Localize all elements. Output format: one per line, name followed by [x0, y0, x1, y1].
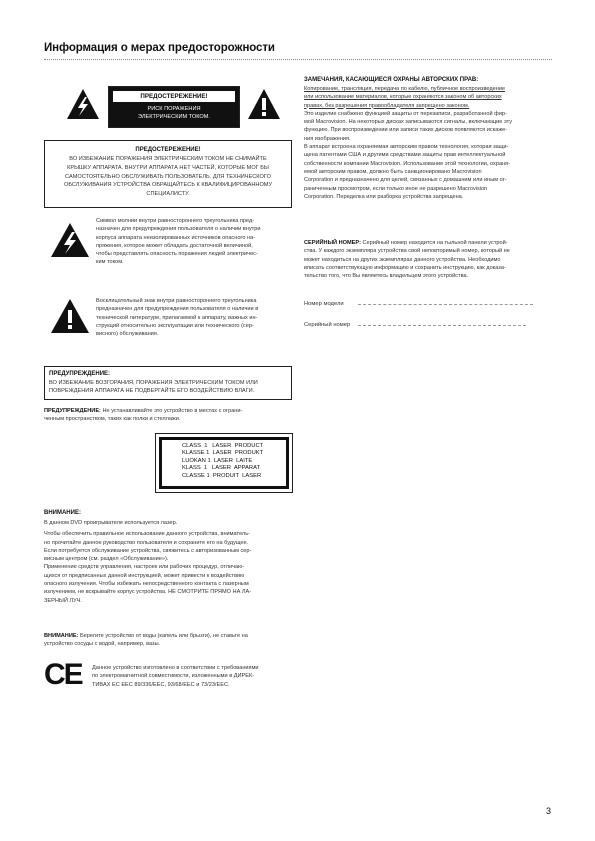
copyright-underlined-line: или использование материалов, которые охраняются законом об авторских: [304, 94, 502, 101]
attention-line: опасного излучения. Чтобы избежать непосредственного контакта с лазерным: [44, 581, 249, 588]
caution-box-line: ОБСЛУЖИВАНИЯ УСТРОЙСТВА ОБРАЩАЙТЕСЬ К КВАЛИФИЦИРОВАННОМУ: [63, 182, 273, 189]
model-number-input[interactable]: [358, 303, 533, 305]
ce-text-line: по электромагнитной совместимости, изложенными в ДИРЕК-: [92, 673, 255, 680]
lightning-note-line: ким током.: [96, 259, 124, 266]
caution-box-text: [45, 155, 291, 199]
exclamation-note-line: Восклицательный знак внутри равностороннего треугольника: [96, 298, 257, 304]
lightning-note-line: пряжения, которое может обладать достаточной величиной,: [96, 242, 253, 249]
serial-number-input[interactable]: [358, 324, 526, 326]
caution-label-box: [108, 86, 240, 128]
attention-line: щихся от предписанных данной инструкцией, может привести к воздействию: [44, 572, 245, 579]
caution-label-line-1: РИСК ПОРАЖЕНИЯ: [147, 106, 201, 112]
laser-label-frame: [155, 433, 293, 493]
laser-label-line: KLASS 1 LASER APPARAT: [182, 465, 261, 472]
exclamation-note-line: струкций относительно эксплуатации или технического (сер-: [96, 322, 254, 329]
warning-box: [44, 366, 292, 400]
caution-box-title: ПРЕДОСТЕРЕЖЕНИЕ!: [135, 147, 201, 153]
ce-text-line: ТИВАХ ЕС EEC 89/336/EEC, 93/68/EEC и 73/23/EEC.: [92, 681, 230, 688]
attention-line: Если потребуется обслуживание устройства, свяжитесь с авторизованным сер-: [44, 547, 252, 554]
copyright-underlined-line: Копирование, трансляция, передача по кабелю, публичное воспроизведение: [304, 86, 506, 92]
install-warning: [44, 407, 292, 424]
serial-number-label: Серийный номер: [304, 322, 351, 328]
exclamation-note-line: технической литературе, прилагаемой к аппарату, важных ин-: [96, 314, 258, 321]
caution-label-title: ПРЕДОСТЕРЕЖЕНИЕ!: [113, 91, 235, 102]
copyright-line: мой Macrovision. На некоторых дисках записываются сигналы, включающие эту: [304, 119, 513, 126]
water-warning-label: ВНИМАНИЕ:: [44, 633, 79, 639]
caution-box-line: ВО ИЗБЕЖАНИЕ ПОРАЖЕНИЯ ЭЛЕКТРИЧЕСКИМ ТОКОМ НЕ СНИМАЙТЕ: [69, 156, 267, 162]
warning-box-line: ПОВРЕЖДЕНИЯ АППАРАТА НЕ ПОДВЕРГАЙТЕ ЕГО ВОЗДЕЙСТВИЮ ВЛАГИ.: [49, 387, 255, 394]
copyright-line: собственности компании Macrovision. Использование этой технологии, охраня-: [304, 160, 511, 167]
laser-label-line: KLASSE 1 LASER PRODUKT: [182, 450, 264, 457]
exclamation-triangle-icon: [247, 88, 281, 120]
install-warning-label: ПРЕДУПРЕЖДЕНИЕ:: [44, 408, 101, 414]
attention-line: висным центром (см. раздел «Обслуживание»).: [44, 556, 169, 563]
lightning-note-line: назначен для предупреждения пользователя о наличии внутри: [96, 226, 261, 233]
attention-line: излучением, не вскрывайте корпус устройства. НЕ СМОТРИТЕ ПРЯМО НА ЛА-: [44, 589, 252, 596]
ce-mark-icon: CE: [44, 658, 82, 691]
copyright-line: Corporation и предназначено для целей, связанных с домашним или иным ог-: [304, 177, 507, 184]
lightning-note-line: Символ молнии внутри равностороннего треугольника пред-: [96, 218, 255, 224]
caution-box-line: СПЕЦИАЛИСТУ.: [146, 191, 190, 198]
copyright-underlined-line: правах, без разрешения правообладателя запрещено законом.: [304, 102, 470, 109]
laser-label-line: CLASSE 1 PRODUIT LASER: [182, 472, 262, 479]
attention-text: [44, 519, 292, 605]
model-number-label: Номер модели: [304, 301, 344, 307]
serial-line: тельство того, что Вы являетесь владельцем этого устройства.: [304, 273, 469, 280]
copyright-line: емой авторским правом, должно быть санкционировано Macrovision: [304, 168, 482, 175]
serial-line: может находиться на других экземплярах данного устройства. Необходимо: [304, 256, 501, 263]
page-number: 3: [546, 806, 552, 816]
lightning-triangle-icon: [50, 222, 90, 258]
lightning-note-line: корпуса аппарата неизолированных источников опасного на-: [96, 234, 256, 241]
laser-label-line: CLASS 1 LASER PRODUCT: [182, 443, 264, 449]
exclamation-note-line: предназначен для предупреждения пользователя о наличии в: [96, 306, 259, 313]
copyright-line: щена патентами США и другими средствами защиты прав интеллектуальной: [304, 152, 506, 159]
copyright-line: ния изображения.: [304, 135, 351, 142]
caution-box-line: САМОСТОЯТЕЛЬНО ОБСЛУЖИВАТЬ ПОЛЬЗОВАТЕЛЬ. ДЛЯ ТЕХНИЧЕСКОГО: [65, 173, 271, 180]
serial-number-field[interactable]: [304, 322, 526, 328]
title-divider: [44, 59, 552, 60]
laser-label-line: LUOKAN 1 LASER LAITE: [182, 457, 253, 464]
water-warning-text: устройство сосуды с водой, например, вазы.: [44, 641, 161, 648]
warning-box-line: ВО ИЗБЕЖАНИЕ ВОЗГОРАНИЯ, ПОРАЖЕНИЯ ЭЛЕКТРИЧЕСКИМ ТОКОМ ИЛИ: [49, 379, 258, 386]
lightning-note-line: чтобы представлять опасность поражения людей электричес-: [96, 251, 258, 258]
install-warning-text: ченным пространством, таких как полки и стеллажи.: [44, 416, 181, 423]
serial-label: СЕРИЙНЫЙ НОМЕР:: [304, 240, 361, 246]
caution-box: [44, 140, 292, 208]
copyright-text: [304, 85, 552, 201]
serial-text: [304, 239, 552, 280]
serial-line: ства. У каждого экземпляра устройства свой неповторимый номер, который не: [304, 248, 510, 255]
laser-label: [162, 440, 286, 486]
attention-line: Чтобы обеспечить правильное использование данного устройства, вниматель-: [44, 531, 250, 538]
attention-line: В данном DVD проигрывателе используется лазер.: [44, 520, 178, 526]
exclamation-triangle-icon: [50, 298, 90, 334]
page-title: Информация о мерах предосторожности: [44, 42, 275, 54]
ce-text: [92, 664, 292, 689]
copyright-line: Corporation. Переделка или разборка устройства запрещена.: [304, 193, 464, 200]
copyright-line: функцию. При воспроизведении или записи таких дисков появляются искаже-: [304, 127, 508, 134]
caution-box-line: КРЫШКУ АППАРАТА. ВНУТРИ АППАРАТА НЕТ ЧАСТЕЙ, КОТОРЫЕ МОГ БЫ: [67, 164, 269, 171]
exclamation-note: [96, 297, 292, 338]
install-warning-text: Не устанавливайте это устройство в местах с ограни-: [100, 408, 243, 414]
copyright-line: раниченным просмотром, если только иное не разрешено Macrovision: [304, 185, 488, 192]
copyright-line: В аппарат встроена охраняемая авторским правом технология, которая защи-: [304, 144, 509, 151]
water-warning-text: Берегите устройство от воды (капель или брызги), не ставьте на: [78, 633, 248, 639]
attention-line: ЗЕРНЫЙ ЛУЧ.: [44, 597, 82, 604]
warning-box-title: ПРЕДУПРЕЖДЕНИЕ:: [49, 371, 111, 377]
attention-title: ВНИМАНИЕ:: [44, 510, 81, 516]
ce-text-line: Данное устройство изготовлено в соответствии с требованиями: [92, 665, 259, 671]
water-warning: [44, 632, 292, 649]
serial-line: вписать соответствующую информацию и сохранить инструкцию, как доказа-: [304, 264, 506, 271]
lightning-note: [96, 217, 292, 267]
attention-line: но прочитайте данное руководство пользователя и сохраните его на будущее.: [44, 539, 249, 546]
model-number-field[interactable]: [304, 301, 533, 307]
copyright-line: Это изделие снабжено функцией защиты от перезаписи, разработанной фир-: [304, 110, 507, 117]
caution-label-line-2: ЭЛЕКТРИЧЕСКИМ ТОКОМ.: [138, 114, 210, 120]
serial-first-line: Серийный номер находится на тыльной панели устрой-: [360, 240, 508, 246]
attention-line: Применение средств управления, настроек или рабочих процедур, отличаю-: [44, 564, 245, 571]
copyright-title: ЗАМЕЧАНИЯ, КАСАЮЩИЕСЯ ОХРАНЫ АВТОРСКИХ ПРАВ:: [304, 77, 479, 83]
lightning-triangle-icon: [66, 88, 100, 120]
exclamation-note-line: висного) обслуживания.: [96, 331, 159, 338]
